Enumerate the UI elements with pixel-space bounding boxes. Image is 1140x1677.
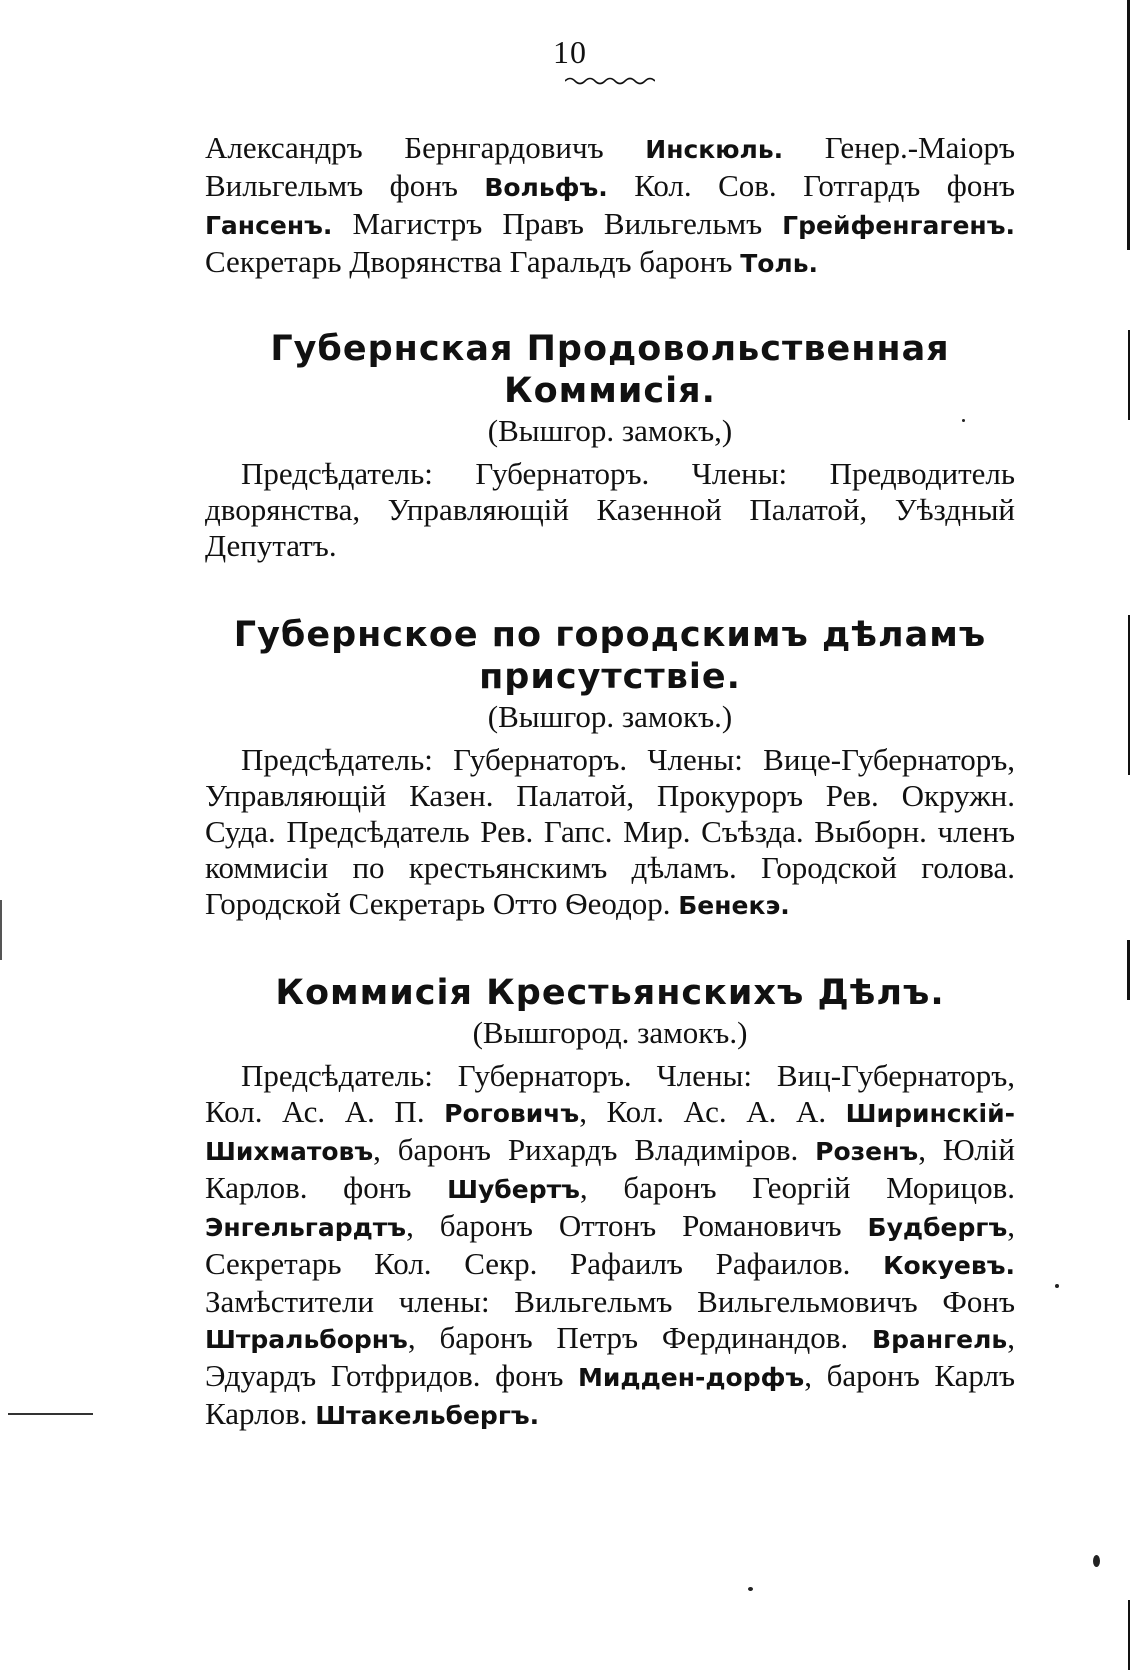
scan-artifact-dash [8, 1413, 93, 1415]
body-text: , Кол. Ас. А. А. [579, 1094, 846, 1129]
surname-text: Розенъ [815, 1137, 919, 1166]
section-heading: Коммисія Крестьянскихъ Дѣлъ. [275, 973, 945, 1013]
surname-text: Роговичъ [444, 1099, 580, 1128]
wavy-ornament [565, 76, 655, 86]
section-location: (Вышгор. замокъ.) [487, 699, 733, 734]
scan-edge-line [0, 900, 2, 960]
body-text: , Юлій Карлов. фонъ [205, 1132, 1015, 1205]
section-location: (Вышгор. замокъ,) [487, 413, 733, 448]
body-text: Секретарь Дворянства Гаральдъ баронъ [205, 244, 741, 279]
surname-text: Грейфенгагенъ. [782, 211, 1015, 240]
page-number: 10 [553, 34, 587, 70]
surname-text: Гансенъ. [205, 211, 333, 240]
section-location: (Вышгород. замокъ.) [472, 1015, 748, 1050]
section-body [205, 1058, 1015, 1434]
body-text: , Эдуардъ Готфридов. фонъ [205, 1320, 1015, 1393]
surname-text: Штакельбергъ. [315, 1401, 540, 1430]
section-food-commission [205, 328, 1015, 564]
surname-text: Шубертъ [447, 1175, 580, 1204]
body-text: Предсѣдатель: Губернаторъ. Члены: Вице-Губернаторъ, Управляющій Казен. Палатой, Прокуроръ Рев. Окружн. Суда. Предсѣдатель Рев. Гапс. Мир. Съѣзда. Выборн. членъ коммисіи по крестьянскимъ дѣламъ. Городской голова. Городской Секретарь Отто Ѳеодор. [205, 742, 1015, 921]
surname-text: Мидден-дорфъ [577, 1363, 805, 1392]
section-heading: Губернская Продовольственная Коммисія. [270, 329, 950, 411]
body-text: Генер.-Маіоръ Вильгельмъ фонъ [205, 130, 1015, 203]
section-heading: Губернское по городскимъ дѣламъ присутствіе. [233, 615, 987, 697]
scan-artifact-dot [1093, 1555, 1100, 1567]
body-text: , баронъ Петръ Фердинандов. [407, 1320, 873, 1355]
body-text: , баронъ Георгій Морицов. [579, 1170, 1016, 1205]
section-body [205, 742, 1015, 924]
surname-text: Инскюль. [645, 135, 784, 164]
scan-edge-line [1127, 940, 1130, 1000]
scan-artifact-dot [962, 419, 965, 422]
scan-edge-line [1128, 1600, 1130, 1670]
surname-text: Энгельгардтъ [205, 1213, 407, 1242]
body-text: Предсѣдатель: Губернаторъ. Члены: Предводитель дворянства, Управляющій Казенной Палатой, Уѣздный Депутатъ. [205, 456, 1015, 563]
surname-text: Кокуевъ. [883, 1251, 1015, 1280]
surname-text: Бенекэ. [678, 891, 790, 920]
section-body [205, 456, 1015, 564]
scan-edge-line [1127, 0, 1130, 250]
scan-edge-line [1128, 615, 1130, 775]
body-text: Кол. Сов. Готгардъ фонъ [607, 168, 1015, 203]
body-text: , баронъ Рихардъ Владиміров. [373, 1132, 816, 1167]
surname-text: Толь. [740, 249, 819, 278]
surname-text: Будбергъ [867, 1213, 1008, 1242]
body-text: , баронъ Карлъ Карлов. [205, 1358, 1015, 1431]
surname-text: Врангель [872, 1325, 1008, 1354]
body-text: , Секретарь Кол. Секр. Рафаилъ Рафаилов. [205, 1208, 1015, 1281]
body-text: Предсѣдатель: Губернаторъ. Члены: Виц-Губернаторъ, Кол. Ас. А. П. [205, 1058, 1015, 1129]
surname-text: Штральборнъ [205, 1325, 408, 1354]
body-text: , баронъ Оттонъ Романовичъ [406, 1208, 868, 1243]
scan-artifact-dot [748, 1587, 753, 1591]
page-content [205, 130, 1015, 1434]
section-peasant-affairs [205, 972, 1015, 1434]
scan-artifact-dot [1055, 1284, 1059, 1288]
body-text: Магистръ Правъ Вильгельмъ [332, 206, 783, 241]
scan-edge-line [1128, 330, 1130, 420]
body-text: Замѣстители члены: Вильгельмъ Вильгельмовичъ Фонъ [205, 1284, 1015, 1319]
section-city-affairs [205, 614, 1015, 924]
body-text: Александръ Бернгардовичъ [205, 130, 646, 165]
surname-text: Ширинскій-Шихматовъ [205, 1099, 1016, 1166]
surname-text: Вольфъ. [484, 173, 608, 202]
intro-paragraph [205, 130, 1015, 282]
